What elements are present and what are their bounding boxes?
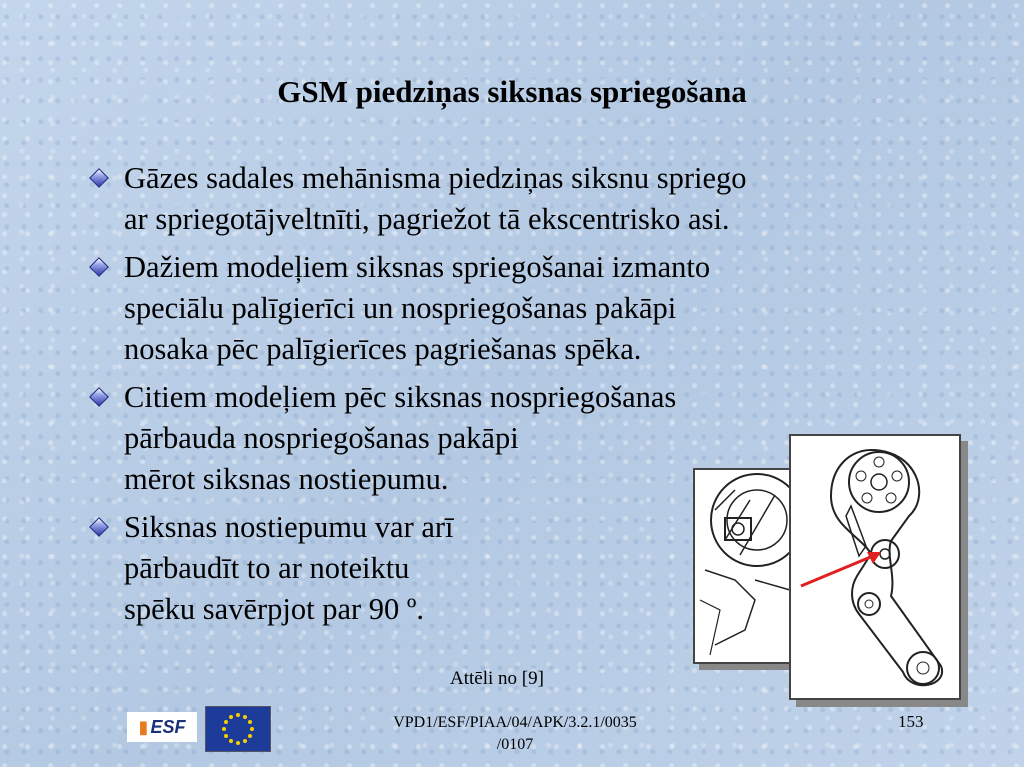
bullet-line: Dažiem modeļiem siksnas spriegošanai izmanto — [124, 250, 711, 284]
bullet-line: ar spriegotājveltnīti, pagriežot tā ekscentrisko asi. — [124, 202, 730, 236]
bullet-line: speciālu palīgierīci un nospriegošanas pakāpi — [124, 291, 677, 325]
tensioner-detail-drawing — [693, 468, 801, 664]
esf-logo-text: ESF — [150, 716, 186, 737]
eu-flag-stars — [206, 707, 270, 751]
bullet-line: Citiem modeļiem pēc siksnas nospriegošanas — [124, 380, 677, 414]
page-number: 153 — [898, 712, 924, 731]
diamond-bullet-icon — [89, 168, 109, 188]
bullet-line: mērot siksnas nostiepumu. — [124, 462, 449, 496]
bullet-line: Gāzes sadales mehānisma piedziņas siksnu spriego — [124, 161, 747, 195]
footer-code-line: /0107 — [496, 736, 534, 753]
bullet-line: spēku savērpjot par 90 º. — [124, 592, 424, 626]
bullet-line: pārbauda nospriegošanas pakāpi — [124, 421, 519, 455]
bullet-line: Siksnas nostiepumu var arī — [124, 510, 454, 544]
bullet-item — [88, 158, 968, 240]
belt-drive-diagram — [789, 434, 961, 700]
bullet-line: nosaka pēc palīgierīces pagriešanas spēka. — [124, 332, 642, 366]
esf-mark-icon: ▮ — [138, 716, 149, 737]
figure-caption: Attēli no [9] — [450, 668, 544, 689]
esf-logo — [127, 712, 197, 742]
bullet-item — [88, 247, 968, 370]
eu-flag-icon — [205, 706, 271, 752]
diamond-bullet-icon — [89, 387, 109, 407]
slide-title: GSM piedziņas siksnas spriegošana — [277, 74, 747, 109]
belt-drive-svg — [791, 436, 959, 698]
footer-project-code — [350, 712, 680, 756]
diamond-bullet-icon — [89, 257, 109, 277]
footer-code-line: VPD1/ESF/PIAA/04/APK/3.2.1/0035 — [393, 714, 637, 731]
bullet-line: pārbaudīt to ar noteiktu — [124, 551, 410, 585]
tensioner-detail-svg — [695, 470, 799, 662]
diamond-bullet-icon — [89, 517, 109, 537]
